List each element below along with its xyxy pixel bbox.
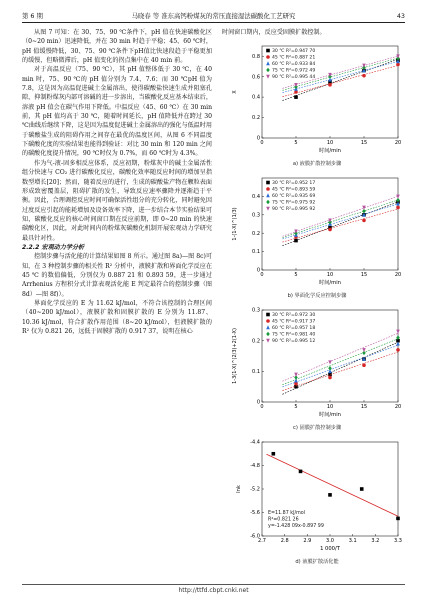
y-tick-label: 0	[256, 135, 260, 142]
annotation-text: y=-1.428 09x-0.897 99	[268, 524, 324, 529]
y-tick-label: 0	[256, 267, 260, 274]
issue-number: 第 6 期	[22, 12, 43, 20]
y-axis-label: lnk	[236, 485, 242, 493]
annotation-text: R²=0.821 26	[268, 517, 299, 523]
paragraph: 作为气-液-固多相反应体系，反应初期，粉煤灰中的碱土金属活性组分快速与 CO₂ 进行碳酸化反应，碳酸化效率随反应时间的增加呈指数型增长[20]；然而，随着反应的进行，生成的碳酸盐产物在颗粒表面形成致密覆盖层，阻碍扩散的发生，导致反应速率骤降并逐渐趋于平衡。因此，合理调控反应时间可确保活性组分的充分转化，同时避免因过度反应引起的能耗增加及设备效率下降，进一步结合本节实验结果可知，碳酸化反应的核心时间窗口期在反应前期，即 0~20 min 的快速碳酸化区，因此，对此时间内的粉煤灰碳酸化机制开展宏观动力学研究最具针对性。	[22, 159, 212, 242]
figure-caption-c: c) 固膜扩散控制步骤	[292, 425, 342, 431]
x-tick-label: 15	[360, 404, 368, 410]
legend-entry: 45 ℃ R²=0.887 21	[272, 55, 316, 61]
y-tick-label: 0.2	[252, 230, 260, 237]
x-tick-label: 2.7	[258, 538, 266, 544]
fit-line	[282, 345, 398, 387]
figure-caption-b: b) 界面化学反应控制步骤	[287, 293, 347, 299]
legend-entry: 30 ℃ R²=0.972 30	[272, 313, 316, 318]
data-point	[328, 228, 332, 232]
y-tick-label: -4.8	[250, 463, 260, 470]
paragraph: 从图 7 可知：在 30、75、90 ℃条件下，pH 值在快速碳酸化区（0~20 min）迅速降低，并在 30 min 时趋于平稳；45、60 ℃时，pH 值缓慢降低，30、75、90 ℃条件下pH值比快速段趋于平稳更加的缓慢，但略微滞后，pH 值变化的拐点集中在 40 min 前。	[22, 29, 212, 65]
y-tick-label: -5.6	[250, 510, 260, 517]
data-point	[294, 95, 298, 99]
data-point	[266, 49, 270, 53]
x-tick-label: 2.8	[280, 538, 289, 544]
x-tick-label: 5	[294, 404, 298, 410]
x-tick-label: 20	[394, 404, 402, 410]
data-point	[266, 181, 270, 185]
data-point	[266, 207, 270, 211]
data-point	[266, 68, 270, 72]
data-point	[294, 373, 298, 377]
x-tick-label: 3.0	[326, 538, 334, 544]
x-tick-label: 2.9	[303, 538, 312, 544]
y-tick-label: 0.3	[252, 212, 260, 219]
data-point	[266, 200, 270, 204]
y-tick-label: -5.2	[250, 486, 260, 493]
x-tick-label: 5	[294, 140, 298, 146]
data-point	[266, 55, 270, 59]
y-tick-label: 0.1	[252, 249, 260, 256]
data-point	[294, 385, 298, 389]
fit-line	[282, 209, 398, 242]
figure-a-chart	[228, 40, 406, 158]
legend-entry: 90 ℃ R²=0.995 44	[272, 75, 316, 80]
data-point	[299, 470, 303, 474]
x-axis-label: 1 000/T	[320, 546, 340, 552]
legend-entry: 75 ℃ R²=0.972 49	[272, 68, 316, 74]
data-point	[396, 348, 400, 352]
data-point	[362, 348, 366, 352]
fit-line	[282, 342, 398, 394]
y-tick-label: 0.4	[252, 194, 260, 200]
fit-line	[282, 200, 398, 238]
y-axis-label: X	[232, 90, 238, 94]
figure-c-chart	[228, 304, 406, 422]
y-tick-label: -4.4	[250, 439, 260, 446]
data-point	[294, 90, 298, 94]
data-point	[328, 83, 332, 87]
data-point	[266, 187, 270, 191]
y-tick-label: 0.3	[252, 307, 260, 314]
x-axis-label: 时间/min	[319, 148, 341, 154]
data-point	[328, 493, 332, 497]
x-tick-label: 15	[360, 272, 368, 278]
data-point	[362, 74, 366, 78]
figure-caption-d: d) 液膜扩散活化能	[295, 559, 339, 565]
page-footer	[22, 584, 405, 597]
figure-b-chart	[228, 172, 406, 290]
x-tick-label: 3.3	[394, 538, 402, 544]
x-tick-label: 20	[394, 140, 402, 146]
y-tick-label: 0.8	[252, 53, 260, 60]
data-point	[266, 75, 270, 79]
fit-line	[267, 454, 398, 516]
x-tick-label: 0	[260, 140, 264, 146]
annotation-text: E=11.87 kJ/mol	[268, 511, 306, 516]
x-tick-label: 5	[294, 272, 298, 278]
x-tick-label: 0	[260, 404, 264, 410]
data-point	[328, 366, 332, 370]
section-heading: 2.2.2 宏观动力学分析	[22, 243, 85, 251]
data-point	[266, 61, 270, 65]
data-point	[360, 487, 364, 491]
fit-line	[282, 352, 398, 391]
data-point	[396, 330, 400, 334]
x-tick-label: 0	[260, 272, 264, 278]
y-tick-label: 0.1	[252, 368, 260, 375]
y-tick-label: 0.2	[252, 338, 260, 345]
x-axis-label: 时间/min	[319, 412, 341, 418]
legend-entry: 30 ℃ R²=0.952 17	[272, 181, 316, 186]
paragraph: 界面化学反应的 E 为 11.62 kJ/mol，不符合该控制的合理区间（40~200 kJ/mol），液膜扩散和固膜扩散的 E 分别为 11.87、10.36 kJ/mol，符合扩散作用范围（8~20 kJ/mol），但液膜扩散的 R² 仅为 0.821 26，远低于固膜扩散的 0.917 37，说明在核心	[22, 299, 212, 335]
left-column	[22, 28, 212, 336]
legend-entry: 75 ℃ R²=0.975 92	[272, 200, 316, 206]
data-point	[396, 63, 400, 67]
data-point	[362, 363, 366, 367]
fit-line	[282, 339, 398, 385]
legend-entry: 60 ℃ R²=0.935 69	[272, 194, 316, 199]
data-point	[266, 193, 270, 197]
legend-entry: 60 ℃ R²=0.957 18	[272, 326, 316, 331]
legend-entry: 90 ℃ R²=0.995 92	[272, 207, 316, 212]
data-point	[266, 313, 270, 317]
y-tick-label: 0.2	[252, 115, 260, 122]
x-tick-label: 10	[326, 272, 334, 278]
paragraph: 控制步骤与活化能的计算结果如图 8 所示。通过图 8a)—图 8c)可知，在 3 种控制步骤的相关性 R² 分析中，液膜扩散和界面化学反应在 45 ℃ 的数值偏低，分别仅为 0.887 21 和 0.893 59，进一步通过 Arrhenius 方程积分式计算表观活化能 E 判定最符合的控制步骤（图 8d）—图 8f)）。	[22, 253, 212, 298]
figure-caption-a: a) 液膜扩散控制步骤	[292, 161, 342, 167]
running-title: 马晓春 等 准东高钙粉煤灰的常压直接湿法碳酸化工艺研究	[131, 12, 296, 20]
y-axis-label: 1-3(1-X)^(2/3)+2(1-X)	[232, 328, 238, 384]
data-point	[328, 360, 332, 364]
data-point	[362, 219, 366, 223]
data-point	[266, 325, 270, 329]
data-point	[396, 206, 400, 210]
paragraph: 时间窗口期内，反应受固膜扩散控制。	[222, 29, 326, 36]
legend-entry: 45 ℃ R²=0.917 37	[272, 319, 316, 325]
data-point	[328, 376, 332, 380]
x-tick-label: 10	[326, 140, 334, 146]
y-tick-label: 0	[256, 399, 260, 406]
x-tick-label: 20	[394, 272, 402, 278]
legend-entry: 90 ℃ R²=0.995 12	[272, 339, 316, 344]
y-tick-label: 0.4	[252, 94, 260, 101]
y-axis-label: 1-(1-X)^(1/3)	[232, 207, 238, 241]
paragraph: 对于高温反应（75、90 ℃），其 pH 值整体低于 30 ℃，在 40 min 时，75、90 ℃的 pH 值分别为 7.4、7.6；而 30 ℃pH 值为 7.8，这是因为高温促进碱土金属溶出，使得碳酸盐快速生成并阻塞孔隙，抑制粉煤灰内部可溶碱的进一步溶出，当碳酸化反应基本结束后，溶液 pH 值会在碳气作用下降低。中温反应（45、60 ℃）在 30 min 前，其 pH 值均高于 30 ℃，随着时间延长，pH 值降低并在跨过 30 ℃曲线后继续下降，这是因为温度促进碱土金属溶出的强化与低温时用于碳酸盐生成的阻碍作用之间存在最优的温度区间，从图 6 不同温度下碳酸化度的实验结果也能得到验证：对比 30 min 和 120 min 之间的碳酸化度提升情况，90 ℃时仅为 0.7%，而 60 ℃时为 4.3%。	[22, 66, 212, 158]
right-column	[222, 28, 405, 37]
data-point	[266, 319, 270, 323]
data-point	[266, 332, 270, 336]
y-tick-label: 0.6	[252, 74, 260, 81]
journal-url: http://ttfd.cbpt.cnki.net	[178, 587, 249, 594]
data-point	[396, 517, 400, 521]
data-point	[294, 239, 298, 243]
data-point	[266, 339, 270, 343]
y-tick-label: -6.0	[250, 533, 260, 540]
figure-d-chart	[228, 436, 406, 556]
page-number: 43	[396, 12, 405, 20]
x-tick-label: 10	[326, 404, 334, 410]
data-point	[272, 452, 276, 456]
legend-entry: 45 ℃ R²=0.893 59	[272, 187, 316, 193]
legend-entry: 75 ℃ R²=0.981 40	[272, 332, 316, 338]
page-header	[22, 6, 405, 23]
x-tick-label: 3.1	[348, 538, 357, 544]
x-axis-label: 时间/min	[319, 280, 341, 286]
legend-entry: 60 ℃ R²=0.933 84	[272, 62, 316, 67]
legend-entry: 30 ℃ R²=0.947 70	[272, 49, 316, 54]
x-tick-label: 3.2	[371, 538, 380, 544]
x-tick-label: 15	[360, 140, 368, 146]
